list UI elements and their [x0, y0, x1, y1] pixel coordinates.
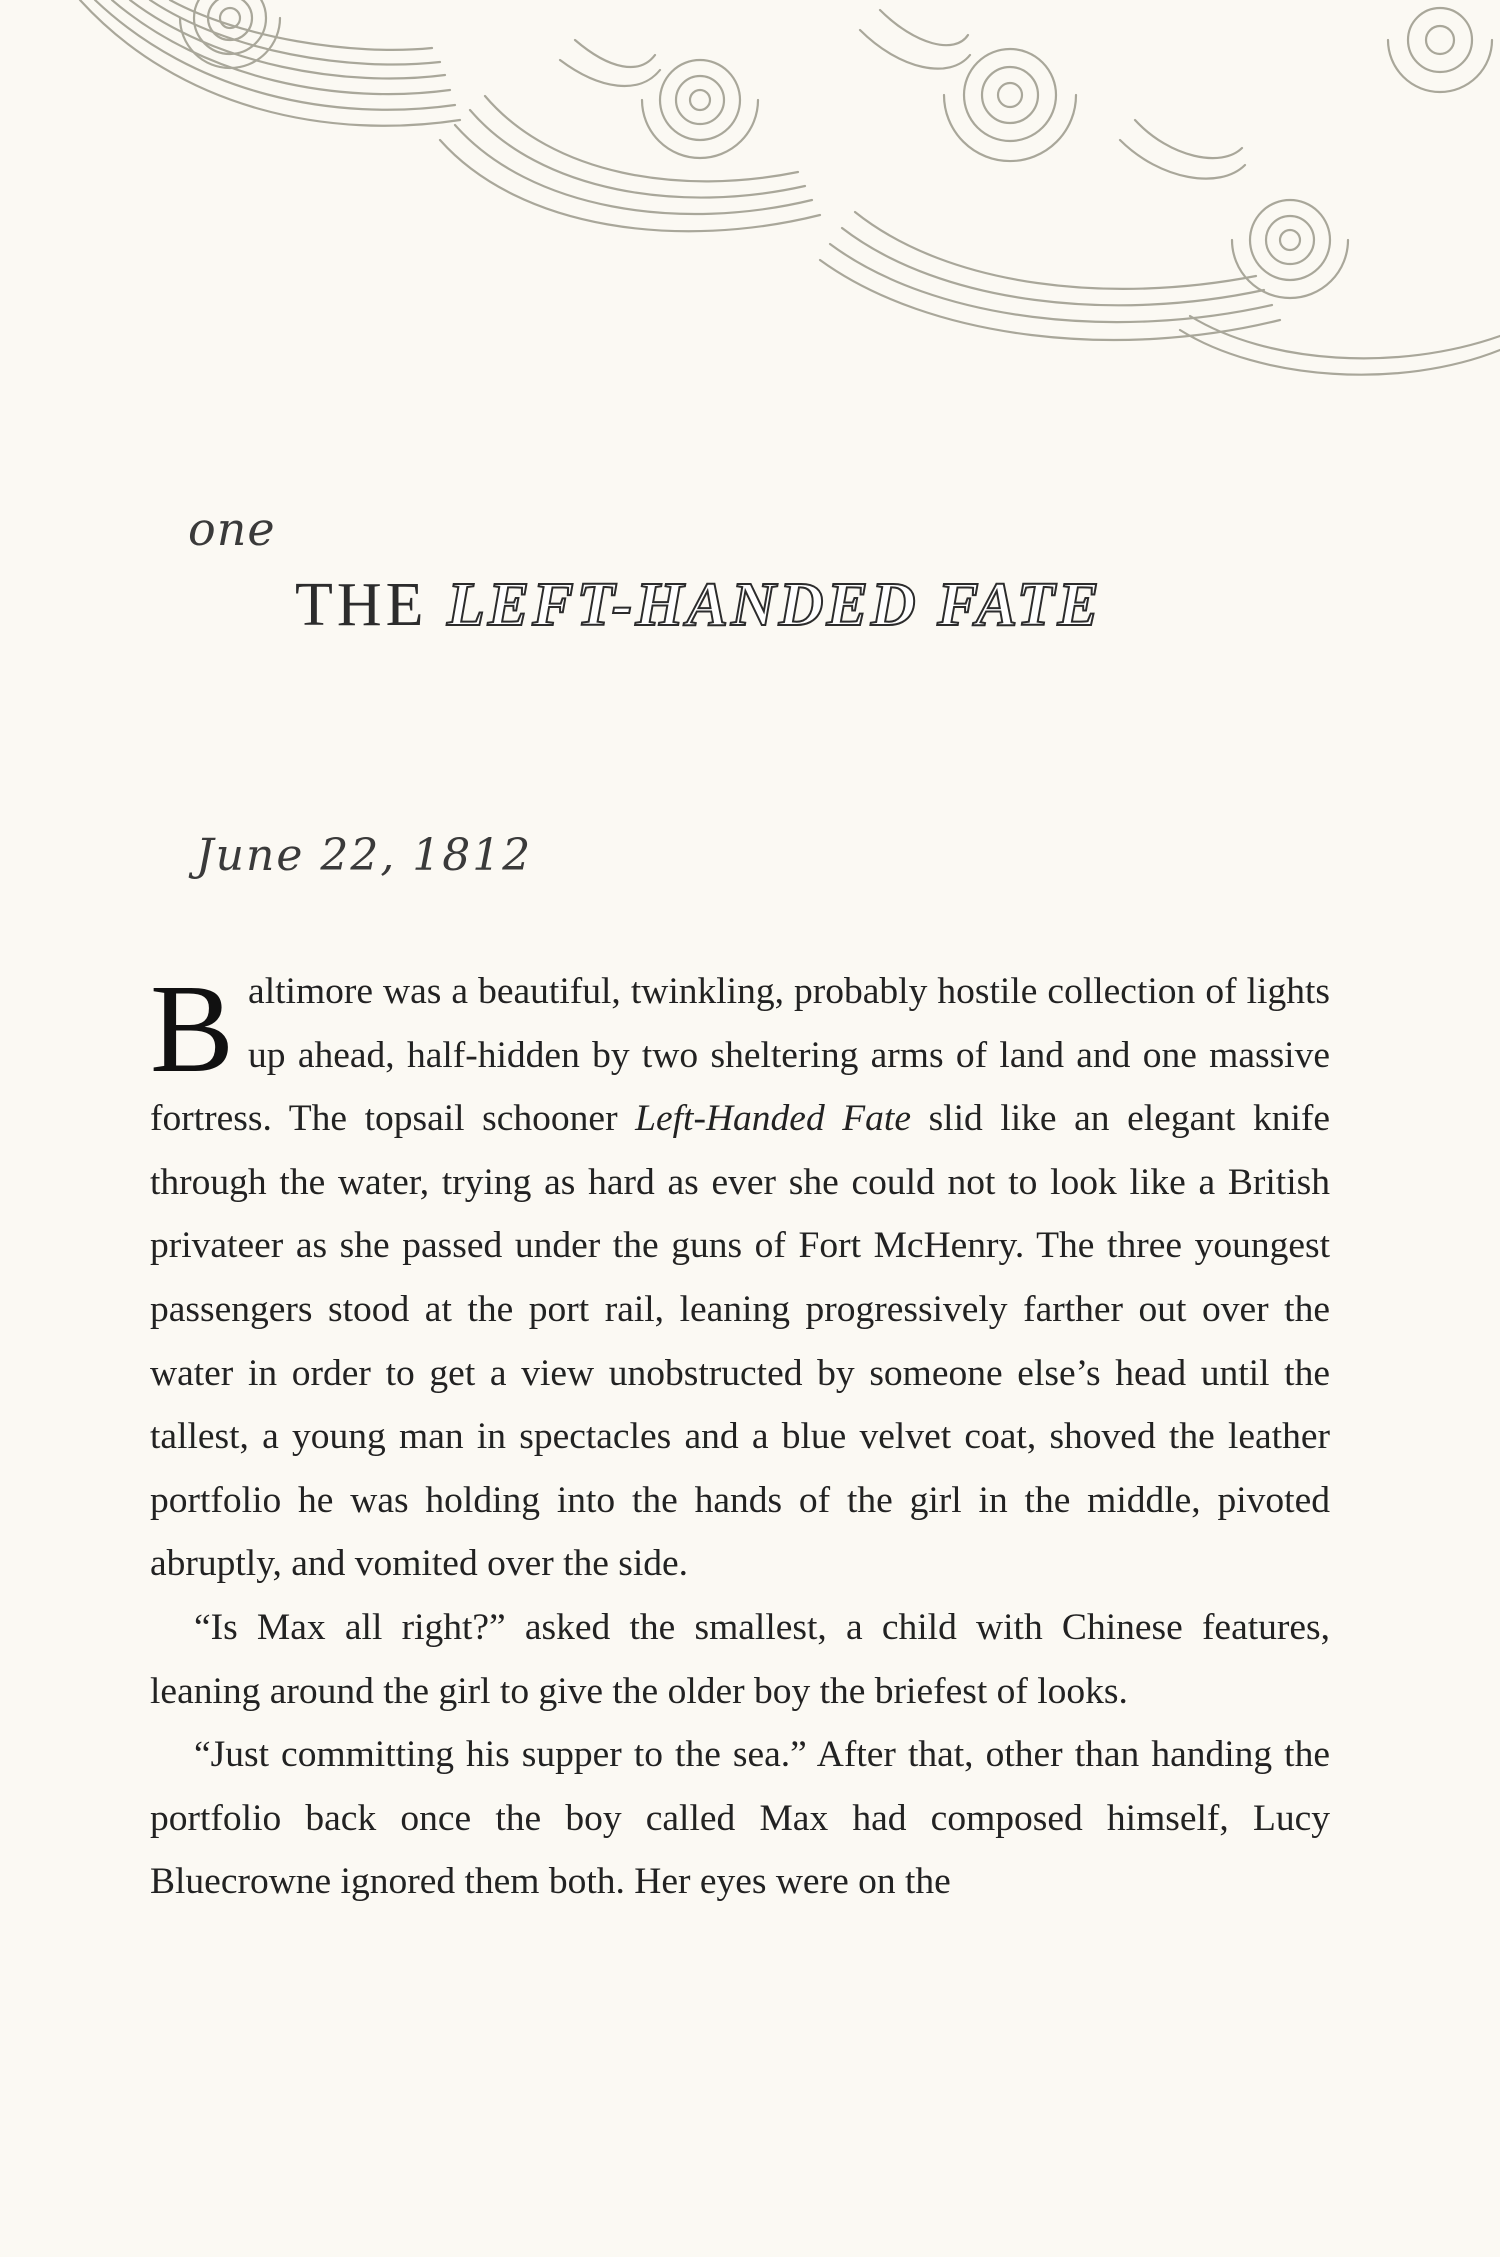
paragraph-1-text-a: altimore was a beautiful, twinkling, probably hostile collection of lights up ahead, half-hidden by two sheltering arms of land and one massive fortress. The topsail schooner [150, 971, 1330, 1140]
body-text [150, 960, 1330, 1914]
drop-cap: B [150, 960, 235, 1099]
chapter-title-ship-name: LEFT-HANDED FATE [447, 571, 1103, 639]
paragraph-2: “Is Max all right?” asked the smallest, a child with Chinese features, leaning around the girl to give the older boy the briefest of looks. [150, 1606, 1330, 1712]
chapter-title-prefix: THE [295, 571, 428, 639]
ship-name-italic: Left-Handed Fate [635, 1098, 911, 1140]
chapter-title [295, 570, 1102, 641]
chapter-number: one [188, 502, 276, 556]
paragraph-1-text-b: slid like an elegant knife through the water, trying as hard as ever she could not to look like a British privateer as she passed under the guns of Fort McHenry. The three youngest passengers stood at the port rail, leaning progressively farther out over the water in order to get a view unobstructed by someone else’s head until the tallest, a young man in spectacles and a blue velvet coat, shoved the leather portfolio he was holding into the hands of the girl in the middle, pivoted abruptly, and vomited over the side. [150, 1098, 1331, 1585]
chapter-date: June 22, 1812 [196, 830, 533, 881]
paragraph-3: “Just committing his supper to the sea.” After that, other than handing the portfolio back once the boy called Max had composed himself, Lucy Bluecrowne ignored them both. Her eyes were on the [150, 1734, 1330, 1903]
swirl-ornament [0, 0, 1500, 400]
paragraph-1 [150, 960, 1330, 1596]
